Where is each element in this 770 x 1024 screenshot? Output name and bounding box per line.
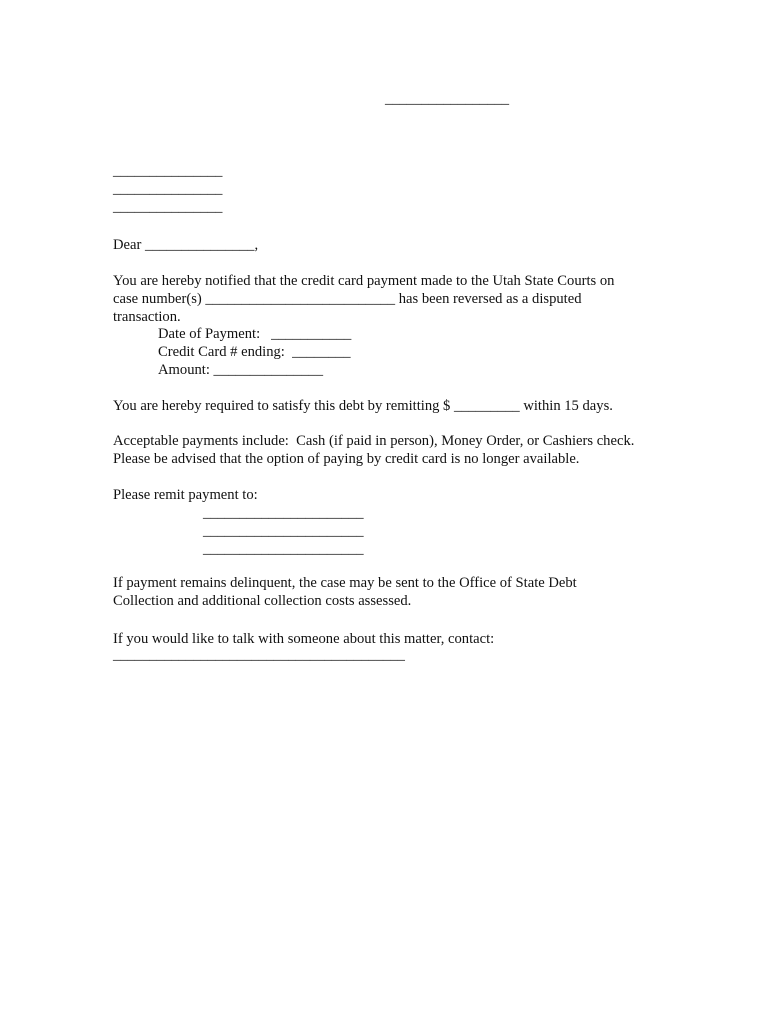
date-blank: _________________ — [385, 91, 510, 107]
address-blank-3: _______________ — [113, 199, 223, 215]
remit-blank-3: ______________________ — [203, 541, 364, 557]
remit-label: Please remit payment to: — [113, 487, 258, 503]
contact-blank: ________________________________________ — [113, 647, 405, 663]
acceptable-payments-line-1: Acceptable payments include: Cash (if paid in person), Money Order, or Cashiers check. — [113, 433, 635, 449]
salutation: Dear _______________, — [113, 237, 259, 253]
delinquent-line-1: If payment remains delinquent, the case may be sent to the Office of State Debt — [113, 575, 577, 591]
date-of-payment-line: Date of Payment: ___________ — [158, 326, 352, 342]
delinquent-line-2: Collection and additional collection costs assessed. — [113, 593, 412, 609]
amount-line: Amount: _______________ — [158, 362, 323, 378]
notice-line-1: You are hereby notified that the credit card payment made to the Utah State Courts on — [113, 273, 615, 289]
address-blank-2: _______________ — [113, 181, 223, 197]
card-ending-line: Credit Card # ending: ________ — [158, 344, 351, 360]
notice-line-3: transaction. — [113, 309, 181, 325]
remit-blank-2: ______________________ — [203, 523, 364, 539]
required-payment-line: You are hereby required to satisfy this debt by remitting $ _________ within 15 days. — [113, 398, 613, 414]
notice-line-2: case number(s) __________________________ has been reversed as a disputed — [113, 291, 582, 307]
acceptable-payments-line-2: Please be advised that the option of paying by credit card is no longer available. — [113, 451, 580, 467]
address-blank-1: _______________ — [113, 163, 223, 179]
remit-blank-1: ______________________ — [203, 505, 364, 521]
contact-label: If you would like to talk with someone about this matter, contact: — [113, 631, 495, 647]
